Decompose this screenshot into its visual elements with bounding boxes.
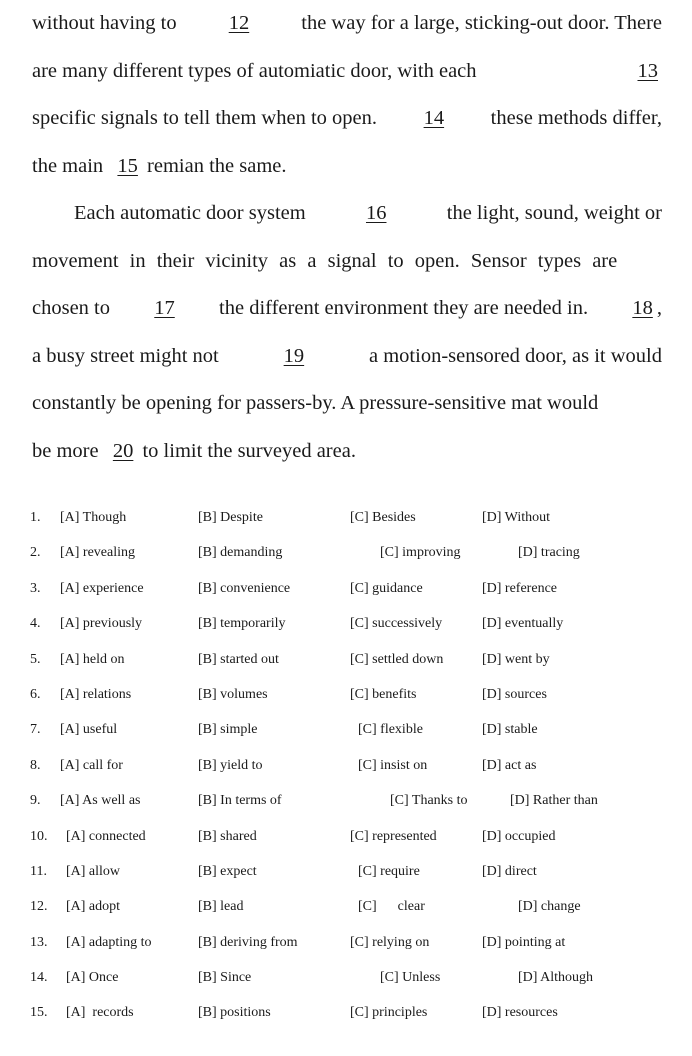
option-c[interactable]: [C] Unless xyxy=(380,970,441,986)
option-d[interactable]: [D] reference xyxy=(482,580,557,596)
passage-text: be more xyxy=(32,439,99,462)
option-row xyxy=(30,997,670,1032)
option-a[interactable]: [A] held on xyxy=(60,651,125,667)
blank-12[interactable]: 12 xyxy=(228,12,250,34)
passage-line xyxy=(32,143,662,191)
passage-line xyxy=(32,190,662,238)
option-row xyxy=(30,644,670,679)
option-row xyxy=(30,714,670,749)
option-c[interactable]: [C] benefits xyxy=(350,686,417,702)
option-row xyxy=(30,891,670,926)
passage-text: Each automatic door system xyxy=(74,202,306,224)
question-number: 15. xyxy=(30,1005,48,1021)
option-a[interactable]: [A] previously xyxy=(60,616,143,632)
passage-text: movement in their vicinity as a signal to open. Sensor types are xyxy=(32,249,618,272)
option-row xyxy=(30,573,670,608)
option-c[interactable]: [C] clear xyxy=(358,899,425,915)
option-row xyxy=(30,927,670,962)
question-number: 14. xyxy=(30,970,48,986)
option-d[interactable]: [D] pointing at xyxy=(482,934,566,950)
option-d[interactable]: [D] Without xyxy=(482,510,551,525)
question-number: 8. xyxy=(30,757,41,773)
option-b[interactable]: [B] shared xyxy=(198,828,257,844)
passage-text: the different environment they are needed in. xyxy=(219,297,589,319)
option-c[interactable]: [C] successively xyxy=(350,616,443,632)
option-c[interactable]: [C] principles xyxy=(350,1005,428,1021)
option-a[interactable]: [A] relations xyxy=(60,686,132,702)
passage-text: a busy street might not xyxy=(32,344,219,367)
question-number: 4. xyxy=(30,616,41,632)
option-b[interactable]: [B] deriving from xyxy=(198,934,298,950)
option-b[interactable]: [B] simple xyxy=(198,722,258,738)
option-c[interactable]: [C] relying on xyxy=(350,934,430,950)
option-d[interactable]: [D] tracing xyxy=(518,545,580,561)
passage-text: specific signals to tell them when to open. xyxy=(32,107,378,129)
passage-line xyxy=(32,238,662,286)
option-b[interactable]: [B] Despite xyxy=(198,510,263,525)
passage-line xyxy=(32,333,662,381)
blank-13[interactable]: 13 xyxy=(637,59,658,82)
option-b[interactable]: [B] In terms of xyxy=(198,793,282,809)
passage-text: , xyxy=(656,297,662,319)
passage-text: to limit the surveyed area. xyxy=(142,439,356,462)
passage-line xyxy=(32,285,662,333)
passage-text: are many different types of automiatic door, with each xyxy=(32,59,477,82)
option-c[interactable]: [C] require xyxy=(358,863,420,879)
option-d[interactable]: [D] sources xyxy=(482,686,547,702)
option-b[interactable]: [B] positions xyxy=(198,1005,271,1021)
passage-line xyxy=(32,0,662,48)
option-b[interactable]: [B] expect xyxy=(198,863,257,879)
option-d[interactable]: [D] occupied xyxy=(482,828,556,844)
option-a[interactable]: [A] call for xyxy=(60,757,123,773)
question-number: 7. xyxy=(30,722,41,738)
question-number: 1. xyxy=(30,510,41,525)
option-row xyxy=(30,537,670,572)
option-a[interactable]: [A] revealing xyxy=(60,545,136,561)
blank-19[interactable]: 19 xyxy=(283,344,305,367)
option-d[interactable]: [D] act as xyxy=(482,757,537,773)
option-d[interactable]: [D] resources xyxy=(482,1005,558,1021)
option-b[interactable]: [B] volumes xyxy=(198,686,268,702)
option-a[interactable]: [A] As well as xyxy=(60,793,141,809)
option-d[interactable]: [D] direct xyxy=(482,863,537,879)
passage-line xyxy=(32,95,662,143)
option-d[interactable]: [D] Rather than xyxy=(510,793,598,809)
option-c[interactable]: [C] represented xyxy=(350,828,437,844)
option-row xyxy=(30,785,670,820)
passage-text: a motion-sensored door, as it would xyxy=(369,344,662,367)
option-b[interactable]: [B] started out xyxy=(198,651,279,667)
question-number: 11. xyxy=(30,863,47,879)
option-row xyxy=(30,962,670,997)
option-c[interactable]: [C] guidance xyxy=(350,580,423,596)
option-row xyxy=(30,502,670,537)
question-number: 9. xyxy=(30,793,41,809)
option-d[interactable]: [D] eventually xyxy=(482,616,564,632)
option-c[interactable]: [C] flexible xyxy=(358,722,423,738)
passage-text: the main xyxy=(32,154,104,177)
passage-line xyxy=(32,48,662,96)
blank-16[interactable]: 16 xyxy=(365,202,387,224)
question-number: 13. xyxy=(30,934,48,950)
blank-18[interactable]: 18 xyxy=(632,297,653,319)
option-a[interactable]: [A] Though xyxy=(60,510,127,525)
blank-15[interactable]: 15 xyxy=(117,154,138,177)
option-b[interactable]: [B] demanding xyxy=(198,545,283,561)
option-c[interactable]: [C] improving xyxy=(380,545,461,561)
passage-text: without having to xyxy=(32,12,177,34)
option-c[interactable]: [C] settled down xyxy=(350,651,444,667)
option-row xyxy=(30,821,670,856)
option-c[interactable]: [C] Besides xyxy=(350,510,416,525)
option-a[interactable]: [A] adopt xyxy=(66,899,121,915)
option-row xyxy=(30,750,670,785)
passage-text: these methods differ, xyxy=(490,107,662,129)
option-a[interactable]: [A] experience xyxy=(60,580,144,596)
option-d[interactable]: [D] went by xyxy=(482,651,550,667)
passage-text: remian the same. xyxy=(147,154,287,177)
option-a[interactable]: [A] Once xyxy=(66,970,119,986)
option-d[interactable]: [D] change xyxy=(518,899,581,915)
question-number: 2. xyxy=(30,545,41,561)
passage-text: the light, sound, weight or xyxy=(446,202,662,224)
passage-line xyxy=(32,428,662,476)
passage-line xyxy=(32,380,662,428)
option-c[interactable]: [C] insist on xyxy=(358,757,428,773)
blank-14[interactable]: 14 xyxy=(423,107,445,129)
option-d[interactable]: [D] Although xyxy=(518,970,594,986)
option-a[interactable]: [A] connected xyxy=(66,828,146,844)
option-d[interactable]: [D] stable xyxy=(482,722,538,738)
question-number: 3. xyxy=(30,580,41,596)
option-b[interactable]: [B] yield to xyxy=(198,757,263,773)
passage xyxy=(32,0,662,475)
option-a[interactable]: [A] adapting to xyxy=(66,934,152,950)
passage-text: constantly be opening for passers-by. A pressure-sensitive mat would xyxy=(32,392,599,414)
option-row xyxy=(30,608,670,643)
passage-text: chosen to xyxy=(32,297,110,319)
question-number: 10. xyxy=(30,828,48,844)
passage-text: the way for a large, sticking-out door. There xyxy=(301,12,662,34)
option-a[interactable]: [A] allow xyxy=(66,863,121,879)
question-number: 12. xyxy=(30,899,48,915)
option-a[interactable]: [A] records xyxy=(66,1005,134,1021)
question-number: 5. xyxy=(30,651,41,667)
option-b[interactable]: [B] lead xyxy=(198,899,244,915)
option-row xyxy=(30,679,670,714)
option-a[interactable]: [A] useful xyxy=(60,722,118,738)
option-b[interactable]: [B] convenience xyxy=(198,580,291,596)
option-row xyxy=(30,856,670,891)
answer-options xyxy=(30,502,670,1033)
blank-17[interactable]: 17 xyxy=(154,297,175,319)
option-c[interactable]: [C] Thanks to xyxy=(390,793,468,809)
blank-20[interactable]: 20 xyxy=(112,439,134,462)
question-number: 6. xyxy=(30,686,41,702)
option-b[interactable]: [B] temporarily xyxy=(198,616,286,632)
option-b[interactable]: [B] Since xyxy=(198,970,252,986)
